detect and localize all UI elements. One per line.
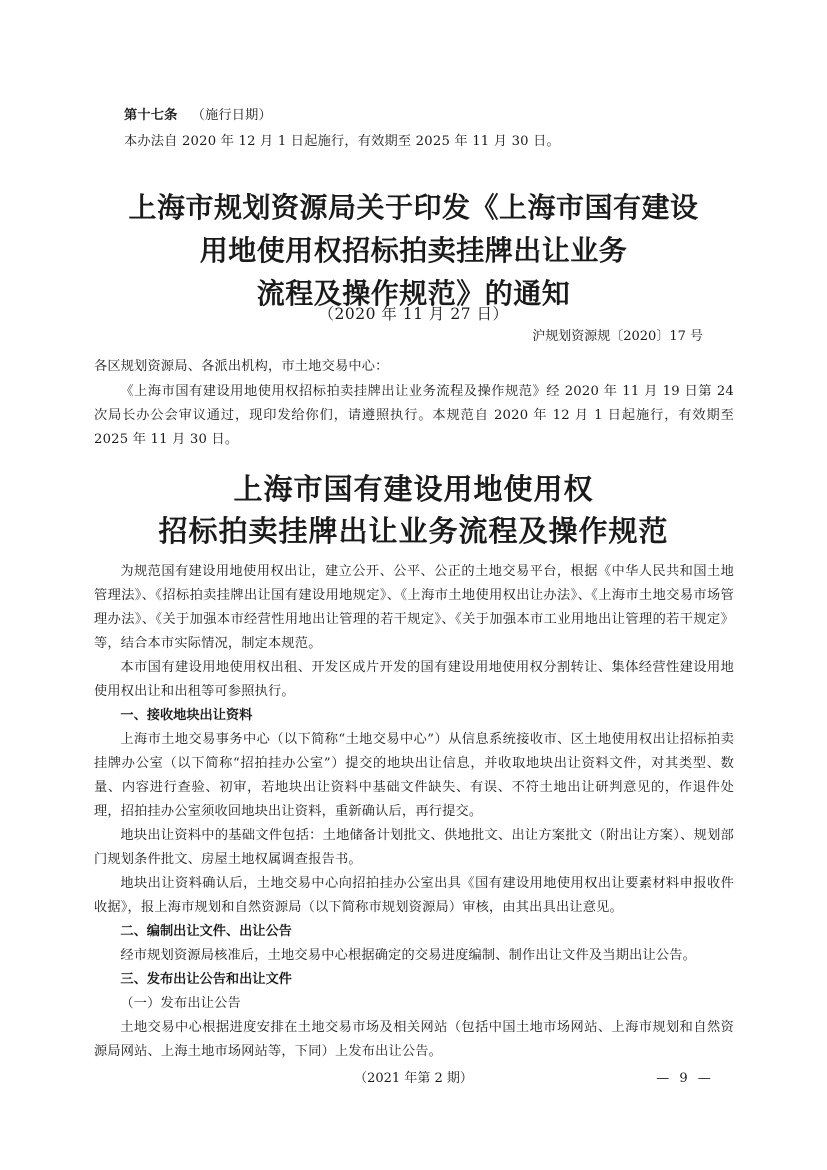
notice-title-line-2: 用地使用权招标拍卖挂牌出让业务 — [199, 234, 628, 267]
article-17-heading — [124, 104, 724, 128]
regulation-title — [60, 468, 767, 552]
regulation-title-line-1: 上海市国有建设用地使用权 — [233, 472, 594, 506]
notice-title-line-3: 流程及操作规范》的通知 — [256, 277, 571, 310]
article-17-label: 第十七条 — [124, 108, 178, 123]
section-2-paragraph-1: 经市规划资源局核准后，土地交易中心根据确定的交易进度编制、制作出让文件及当期出让公告。 — [120, 948, 697, 963]
notice-title-line-1: 上海市规划资源局关于印发《上海市国有建设 — [128, 191, 699, 224]
article-17-subtitle: （施行日期） — [191, 108, 272, 123]
section-1-paragraph-3: 地块出让资料确认后，土地交易中心向招拍挂办公室出具《国有建设用地使用权出让要素材料申报收件收据》，报上海市规划和自然资源局（以下简称市规划资源局）审核，由其出具出让意见。 — [94, 876, 734, 915]
notice-date: （2020 年 11 月 27 日） — [318, 305, 509, 323]
footer-issue: （2021 年第 2 期） — [354, 1071, 473, 1086]
article-17-text: 本办法自 2020 年 12 月 1 日起施行，有效期至 2025 年 11 月 30 日。 — [124, 134, 560, 149]
section-1-heading: 一、接收地块出让资料 — [120, 708, 253, 723]
notice-addressee: 各区规划资源局、各派出机构，市土地交易中心： — [94, 359, 389, 374]
notice-title — [100, 186, 727, 315]
section-3-heading: 三、发布出让公告和出让文件 — [120, 972, 292, 987]
section-3-paragraph-1: 土地交易中心根据进度安排在土地交易市场及相关网站（包括中国土地市场网站、上海市规划和自然资源局网站、上海土地市场网站等，下同）上发布出让公告。 — [94, 1020, 734, 1059]
regulation-title-line-2: 招标拍卖挂牌出让业务流程及操作规范 — [158, 514, 669, 548]
intro-paragraph-2: 本市国有建设用地使用权出租、开发区成片开发的国有建设用地使用权分割转让、集体经营性建设用地使用权出让和出租等可参照执行。 — [94, 660, 734, 699]
section-3-subheading-1: （一）发布出让公告 — [120, 996, 241, 1011]
section-1-paragraph-1: 上海市土地交易事务中心（以下简称“土地交易中心”）从信息系统接收市、区土地使用权出让招标拍卖挂牌办公室（以下简称“招拍挂办公室”）提交的地块出让信息，并收取地块出让资料文件，对其类型、数量、内容进行查验、初审，若地块出让资料中基础文件缺失、有误、不符土地出让研判意见的，作退件处理，招拍挂办公室须收回地块出让资料，重新确认后，再行提交。 — [94, 732, 734, 819]
notice-body: 《上海市国有建设用地使用权招标拍卖挂牌出让业务流程及操作规范》经 2020 年 11 月 19 日第 24 次局长办公会审议通过，现印发给你们，请遵照执行。本规范自 2020 年 12 月 1 日起施行，有效期至 2025 年 11 月 30 日。 — [94, 384, 734, 447]
regulation-body — [94, 560, 734, 1064]
footer-page-number: — 9 — — [656, 1071, 714, 1086]
section-2-heading: 二、编制出让文件、出让公告 — [120, 924, 292, 939]
section-1-paragraph-2: 地块出让资料中的基础文件包括：土地储备计划批文、供地批文、出让方案批文（附出让方案）、规划部门规划条件批文、房屋土地权属调查报告书。 — [94, 828, 734, 867]
notice-doc-number: 沪规划资源规〔2020〕17 号 — [532, 329, 703, 344]
intro-paragraph-1: 为规范国有建设用地使用权出让，建立公开、公平、公正的土地交易平台，根据《中华人民共和国土地管理法》、《招标拍卖挂牌出让国有建设用地规定》、《上海市土地使用权出让办法》、《上海市土地交易市场管理办法》、《关于加强本市经营性用地出让管理的若干规定》、《关于加强本市工业用地出让管理的若干规定》等，结合本市实际情况，制定本规范。 — [94, 564, 734, 651]
